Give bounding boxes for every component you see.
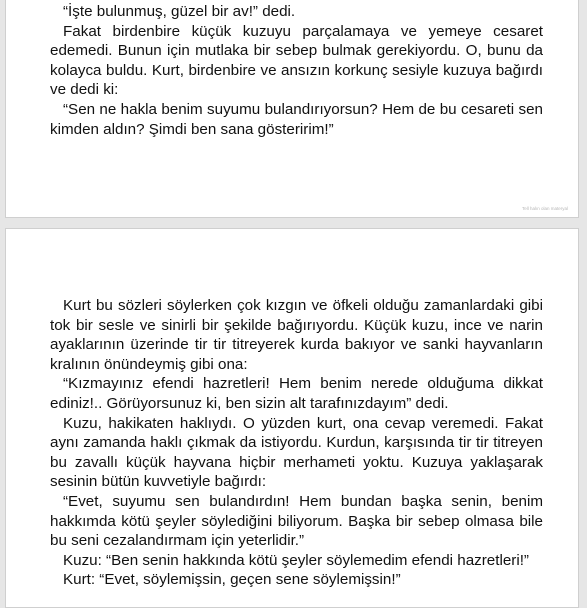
paragraph: “Evet, suyumu sen bulandırdın! Hem bundan başka senin, benim hakkımda kötü şeyler söylediğini biliyorum. Başka bir sebep olmasa bile bu seni cezalandırmam için yeterlidir.” [50,492,543,550]
paragraph: Kuzu: “Ben senin hakkında kötü şeyler söylemedim efendi hazretleri!” [63,551,529,569]
paragraph: Fakat birdenbire küçük kuzuyu parçalamaya ve yemeye cesaret edemedi. Bunun için mutlaka bir sebep bulmak gerekiyordu. O, bunu da kolayca buldu. Kurt, birdenbire ve ansızın korkunç sesiyle kuzuya bağırdı ve dedi ki: [50,22,543,99]
paragraph: “Sen ne hakla benim suyumu bulandırıyorsun? Hem de bu cesareti sen kimden aldın? Şimdi ben sana gösteririm!” [50,100,543,138]
page-top-text [50,2,543,139]
paragraph: Kurt: “Evet, söylemişsin, geçen sene söylemişsin!” [63,571,401,589]
paragraph: “İşte bulunmuş, güzel bir av!” dedi. [63,3,296,20]
page-bottom [5,228,579,608]
page-footer-note: Tell halın olan materyal [521,206,568,211]
paragraph: Kuzu, hakikaten haklıydı. O yüzden kurt, ona cevap veremedi. Fakat aynı zamanda haklı çıkmak da istiyordu. Kurdun, karşısında tir tir titreyen bu zavallı küçük hayvana hiçbir merhameti yoktu. Kuzuya yaklaşarak sesinin bütün kuvvetiyle bağırdı: [50,414,543,491]
paragraph: Kurt bu sözleri söylerken çok kızgın ve öfkeli olduğu zamanlardaki gibi tok bir sesle ve sinirli bir şekilde bağırıyordu. Küçük kuzu, ince ve narin ayaklarının üzerinde tir tir titreyerek kurda bakıyor ve sanki hayvanların kralının önündeymiş gibi ona: [50,297,543,373]
page-top [5,0,579,218]
page-bottom-text [50,296,543,590]
paragraph: “Kızmayınız efendi hazretleri! Hem benim nerede olduğuma dikkat ediniz!.. Görüyorsunuz ki, ben sizin alt tarafınızdayım” dedi. [50,375,543,412]
